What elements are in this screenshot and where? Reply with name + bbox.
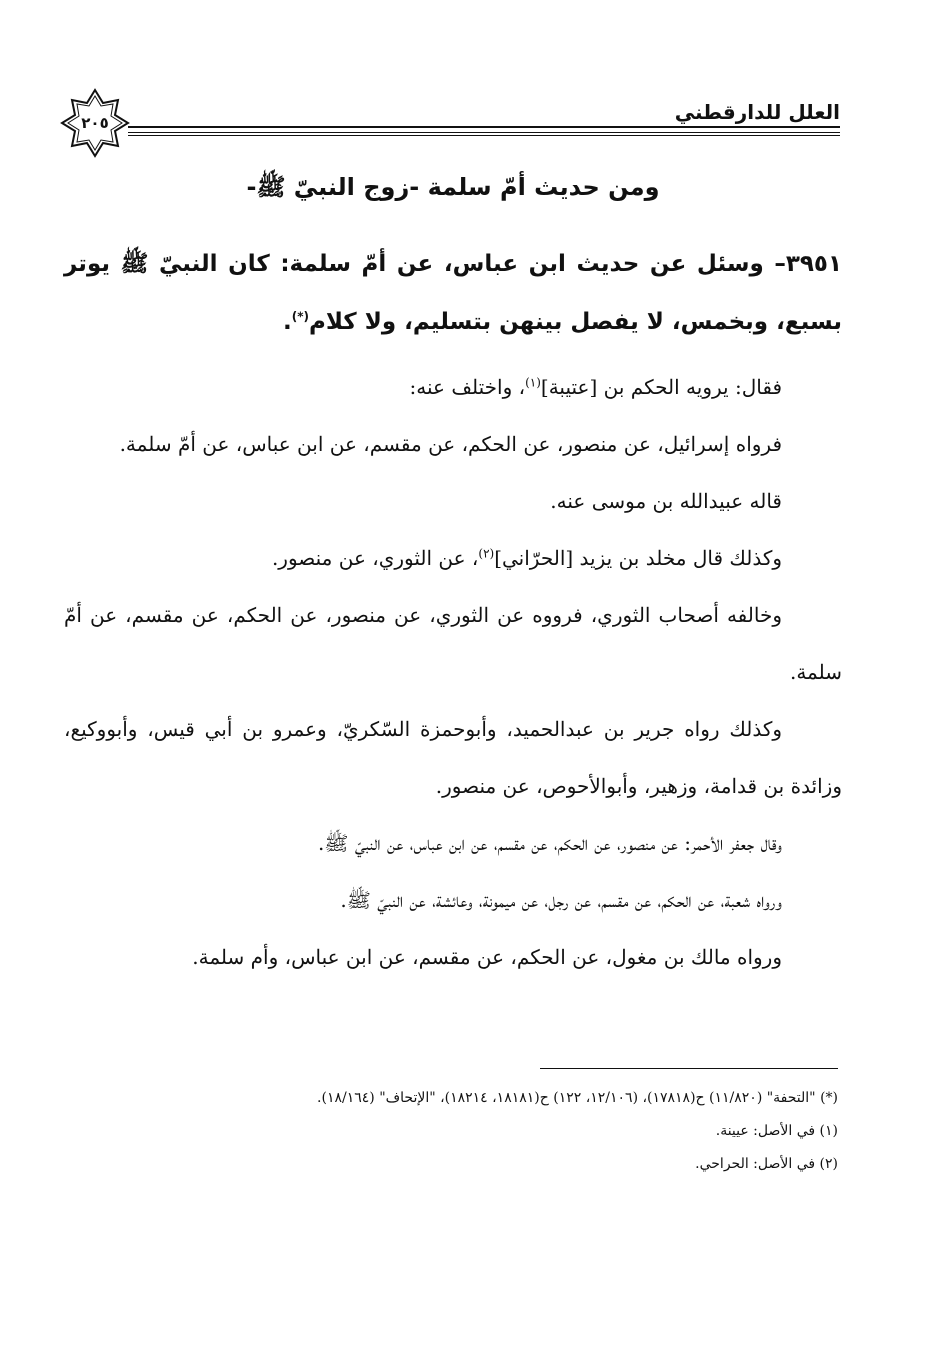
book-title: العلل للدارقطني xyxy=(674,100,840,124)
footnote-ref: (١) xyxy=(525,375,541,390)
paragraph xyxy=(64,473,842,530)
paragraph xyxy=(64,872,842,929)
main-text xyxy=(64,172,842,986)
paragraph xyxy=(64,416,842,473)
paragraph xyxy=(64,587,842,701)
paragraph-text: وكذلك قال مخلد بن يزيد [الحرّاني] xyxy=(494,546,782,570)
header-rule xyxy=(128,126,840,133)
paragraph xyxy=(64,359,842,416)
footnote: (١) في الأصل: عيينة. xyxy=(715,1123,838,1139)
footnotes xyxy=(90,1082,838,1181)
paragraph xyxy=(64,815,842,872)
paragraph xyxy=(64,701,842,815)
footnote-marker: (*) xyxy=(291,309,309,324)
entry-number: ٣٩٥١ xyxy=(785,251,842,277)
footnote: (*) "التحفة" (١١/٨٢٠) ح(١٧٨١٨)، (١٢/١٠٦، ١٢٢) ح(١٨١٨١، ١٨٢١٤)، "الإتحاف" (١٨/١٦٤). xyxy=(317,1090,838,1106)
paragraph-text: ورواه شعبة، عن الحكم، عن مقسم، عن رجل، عن ميمونة، وعائشة، عن النبيّ ﷺ. xyxy=(340,888,782,912)
paragraph-text: فرواه إسرائيل، عن منصور، عن الحكم، عن مقسم، عن ابن عباس، عن أمّ سلمة. xyxy=(119,432,782,456)
footnote-ref: (٢) xyxy=(478,546,495,561)
section-title: ومن حديث أمّ سلمة -زوج النبيّ ﷺ- xyxy=(246,173,660,201)
header-rule-thin xyxy=(128,135,840,136)
footnote-separator xyxy=(540,1068,838,1069)
paragraph-text: وكذلك رواه جرير بن عبدالحميد، وأبوحمزة السّكريّ، وعمرو بن أبي قيس، وأبووكيع، وزائدة بن قدامة، وزهير، وأبوالأحوص، عن منصور. xyxy=(64,717,842,798)
question-paragraph xyxy=(64,235,842,351)
paragraph xyxy=(64,530,842,587)
footnote: (٢) في الأصل: الحراحي. xyxy=(695,1156,838,1172)
page-number-badge xyxy=(60,88,130,158)
question-text: – وسئل عن حديث ابن عباس، عن أمّ سلمة: كان النبيّ ﷺ يوتر بسبع، وبخمس، لا يفصل بينهن بتسليم، ولا كلام xyxy=(64,251,842,335)
paragraph-text-cont: ، عن الثوري، عن منصور. xyxy=(271,546,479,570)
paragraph-text-cont: ، واختلف عنه: xyxy=(409,375,526,399)
page-header xyxy=(60,88,840,158)
paragraph-text: وقال جعفر الأحمر: عن منصور، عن الحكم، عن مقسم، عن ابن عباس، عن النبيّ ﷺ. xyxy=(317,831,782,855)
paragraph xyxy=(64,929,842,986)
paragraph-text: قاله عبيدالله بن موسى عنه. xyxy=(550,489,782,513)
paragraph-text: فقال: يرويه الحكم بن [عتيبة] xyxy=(540,375,782,399)
page-number: ٢٠٥ xyxy=(81,114,109,132)
paragraph-text: وخالفه أصحاب الثوري، فرووه عن الثوري، عن منصور، عن الحكم، عن مقسم، عن أمّ سلمة. xyxy=(64,603,842,684)
question-end: . xyxy=(282,309,292,335)
paragraph-text: ورواه مالك بن مغول، عن الحكم، عن مقسم، عن ابن عباس، وأم سلمة. xyxy=(192,945,782,969)
